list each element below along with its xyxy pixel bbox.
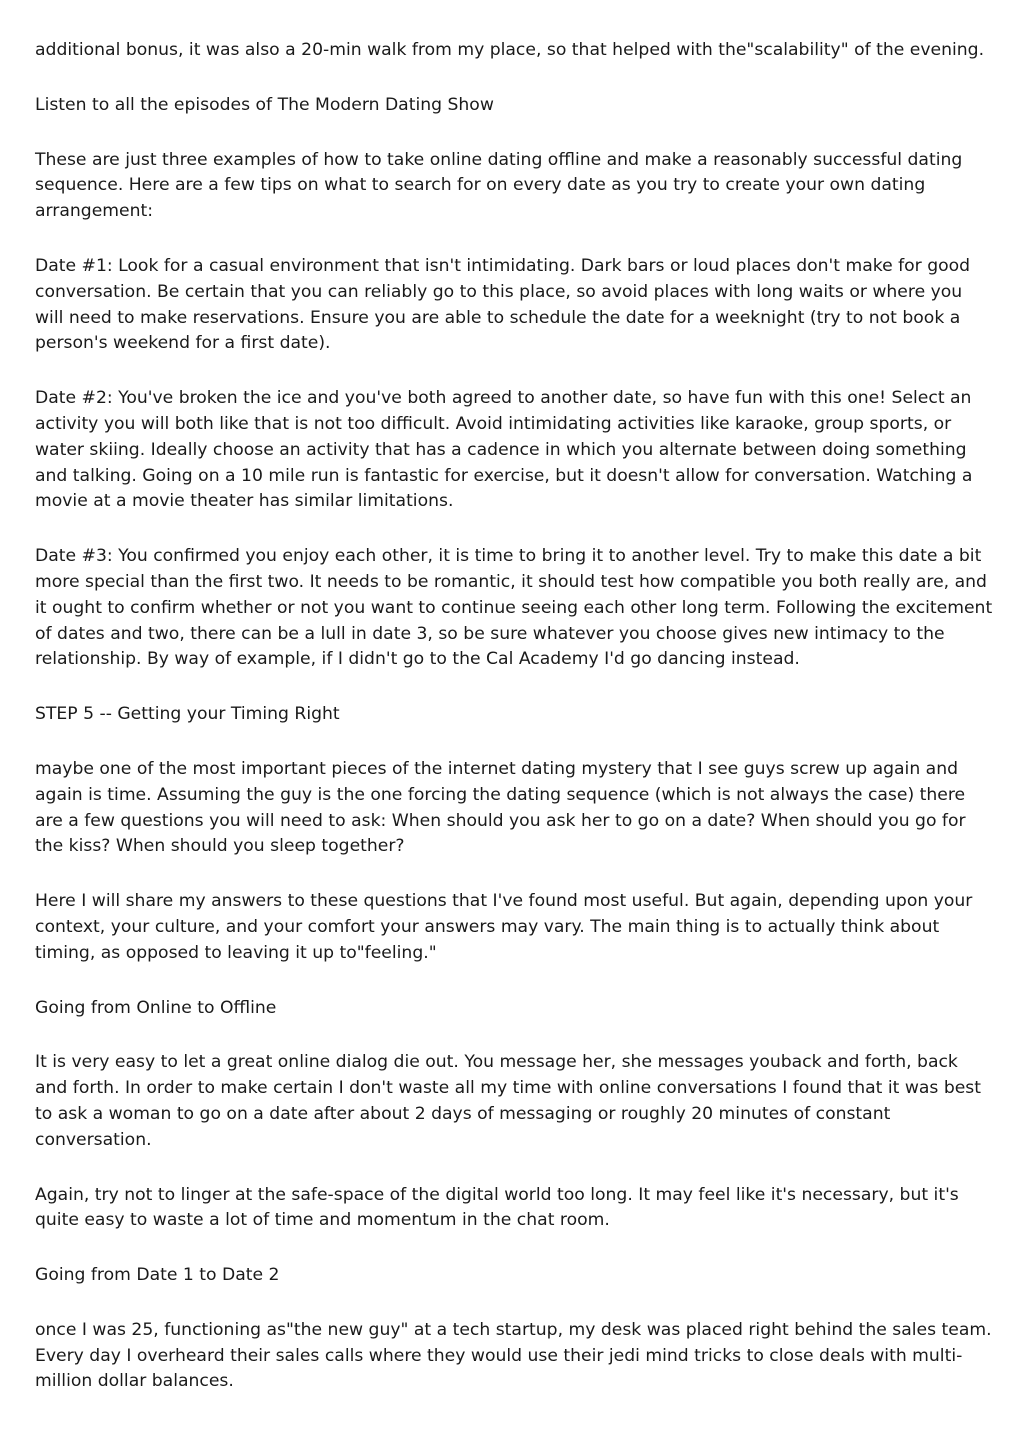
paragraph-examples-summary: These are just three examples of how to take online dating offline and make a reasonably successful dating sequence. Here are a few tips on what to search for on every date as you try to create your own dating arrangement: xyxy=(35,149,963,222)
paragraph-timing-answers: Here I will share my answers to these questions that I've found most useful. But again, depending upon your context, your culture, and your comfort your answers may vary. The main thing is to actually think about timing, as opposed to leaving it up to"feeling." xyxy=(35,891,973,963)
paragraph-date-2: Date #2: You've broken the ice and you've both agreed to another date, so have fun with this one! Select an activity you will both like that is not too difficult. Avoid intimidating activities like karaoke, group sports, or water skiing. Ideally choose an activity that has a cadence in which you alternate between doing something and talking. Going on a 10 mile run is fantastic for exercise, but it doesn't allow for conversation. Watching a movie at a movie theater has similar limitations. xyxy=(35,388,973,512)
document-body xyxy=(35,38,993,1424)
paragraph-new-guy-story: once I was 25, functioning as"the new guy" at a tech startup, my desk was placed right behind the sales team. Every day I overheard their sales calls where they would use their jedi mind tricks to close deals with multi-million dollar balances. xyxy=(35,1319,992,1392)
subheading-date-1-to-date-2: Going from Date 1 to Date 2 xyxy=(35,1265,280,1286)
paragraph-safe-space: Again, try not to linger at the safe-space of the digital world too long. It may feel like it's necessary, but it's quite easy to waste a lot of time and momentum in the chat room. xyxy=(35,1184,959,1231)
paragraph-timing-intro: maybe one of the most important pieces of the internet dating mystery that I see guys screw up again and again is time. Assuming the guy is the one forcing the dating sequence (which is not always the case) there are a few questions you will need to ask: When should you ask her to go on a date? When should you go for the kiss? When should you sleep together? xyxy=(35,758,966,857)
paragraph-intro-continuation: additional bonus, it was also a 20-min walk from my place, so that helped with the"scalability" of the evening. xyxy=(35,40,985,60)
paragraph-date-3: Date #3: You confirmed you enjoy each other, it is time to bring it to another level. Try to make this date a bit more special than the first two. It needs to be romantic, it should test how compatible you both really are, and it ought to confirm whether or not you want to continue seeing each other long term. Following the excitement of dates and two, there can be a lull in date 3, so be sure whatever you choose gives new intimacy to the relationship. By way of example, if I didn't go to the Cal Academy I'd go dancing instead. xyxy=(35,546,993,670)
section-heading-step-5: STEP 5 -- Getting your Timing Right xyxy=(35,704,340,725)
paragraph-show-link: Listen to all the episodes of The Modern Dating Show xyxy=(35,94,494,115)
subheading-online-to-offline: Going from Online to Offline xyxy=(35,997,277,1018)
paragraph-date-1: Date #1: Look for a casual environment that isn't intimidating. Dark bars or loud places don't make for good conversation. Be certain that you can reliably go to this place, so avoid places with long waits or where you will need to make reservations. Ensure you are able to schedule the date for a weeknight (try to not book a person's weekend for a first date). xyxy=(35,255,971,354)
paragraph-online-dialog: It is very easy to let a great online dialog die out. You message her, she messages youback and forth, back and forth. In order to make certain I don't waste all my time with online conversations I found that it was best to ask a woman to go on a date after about 2 days of messaging or roughly 20 minutes of constant conversation. xyxy=(35,1052,981,1150)
